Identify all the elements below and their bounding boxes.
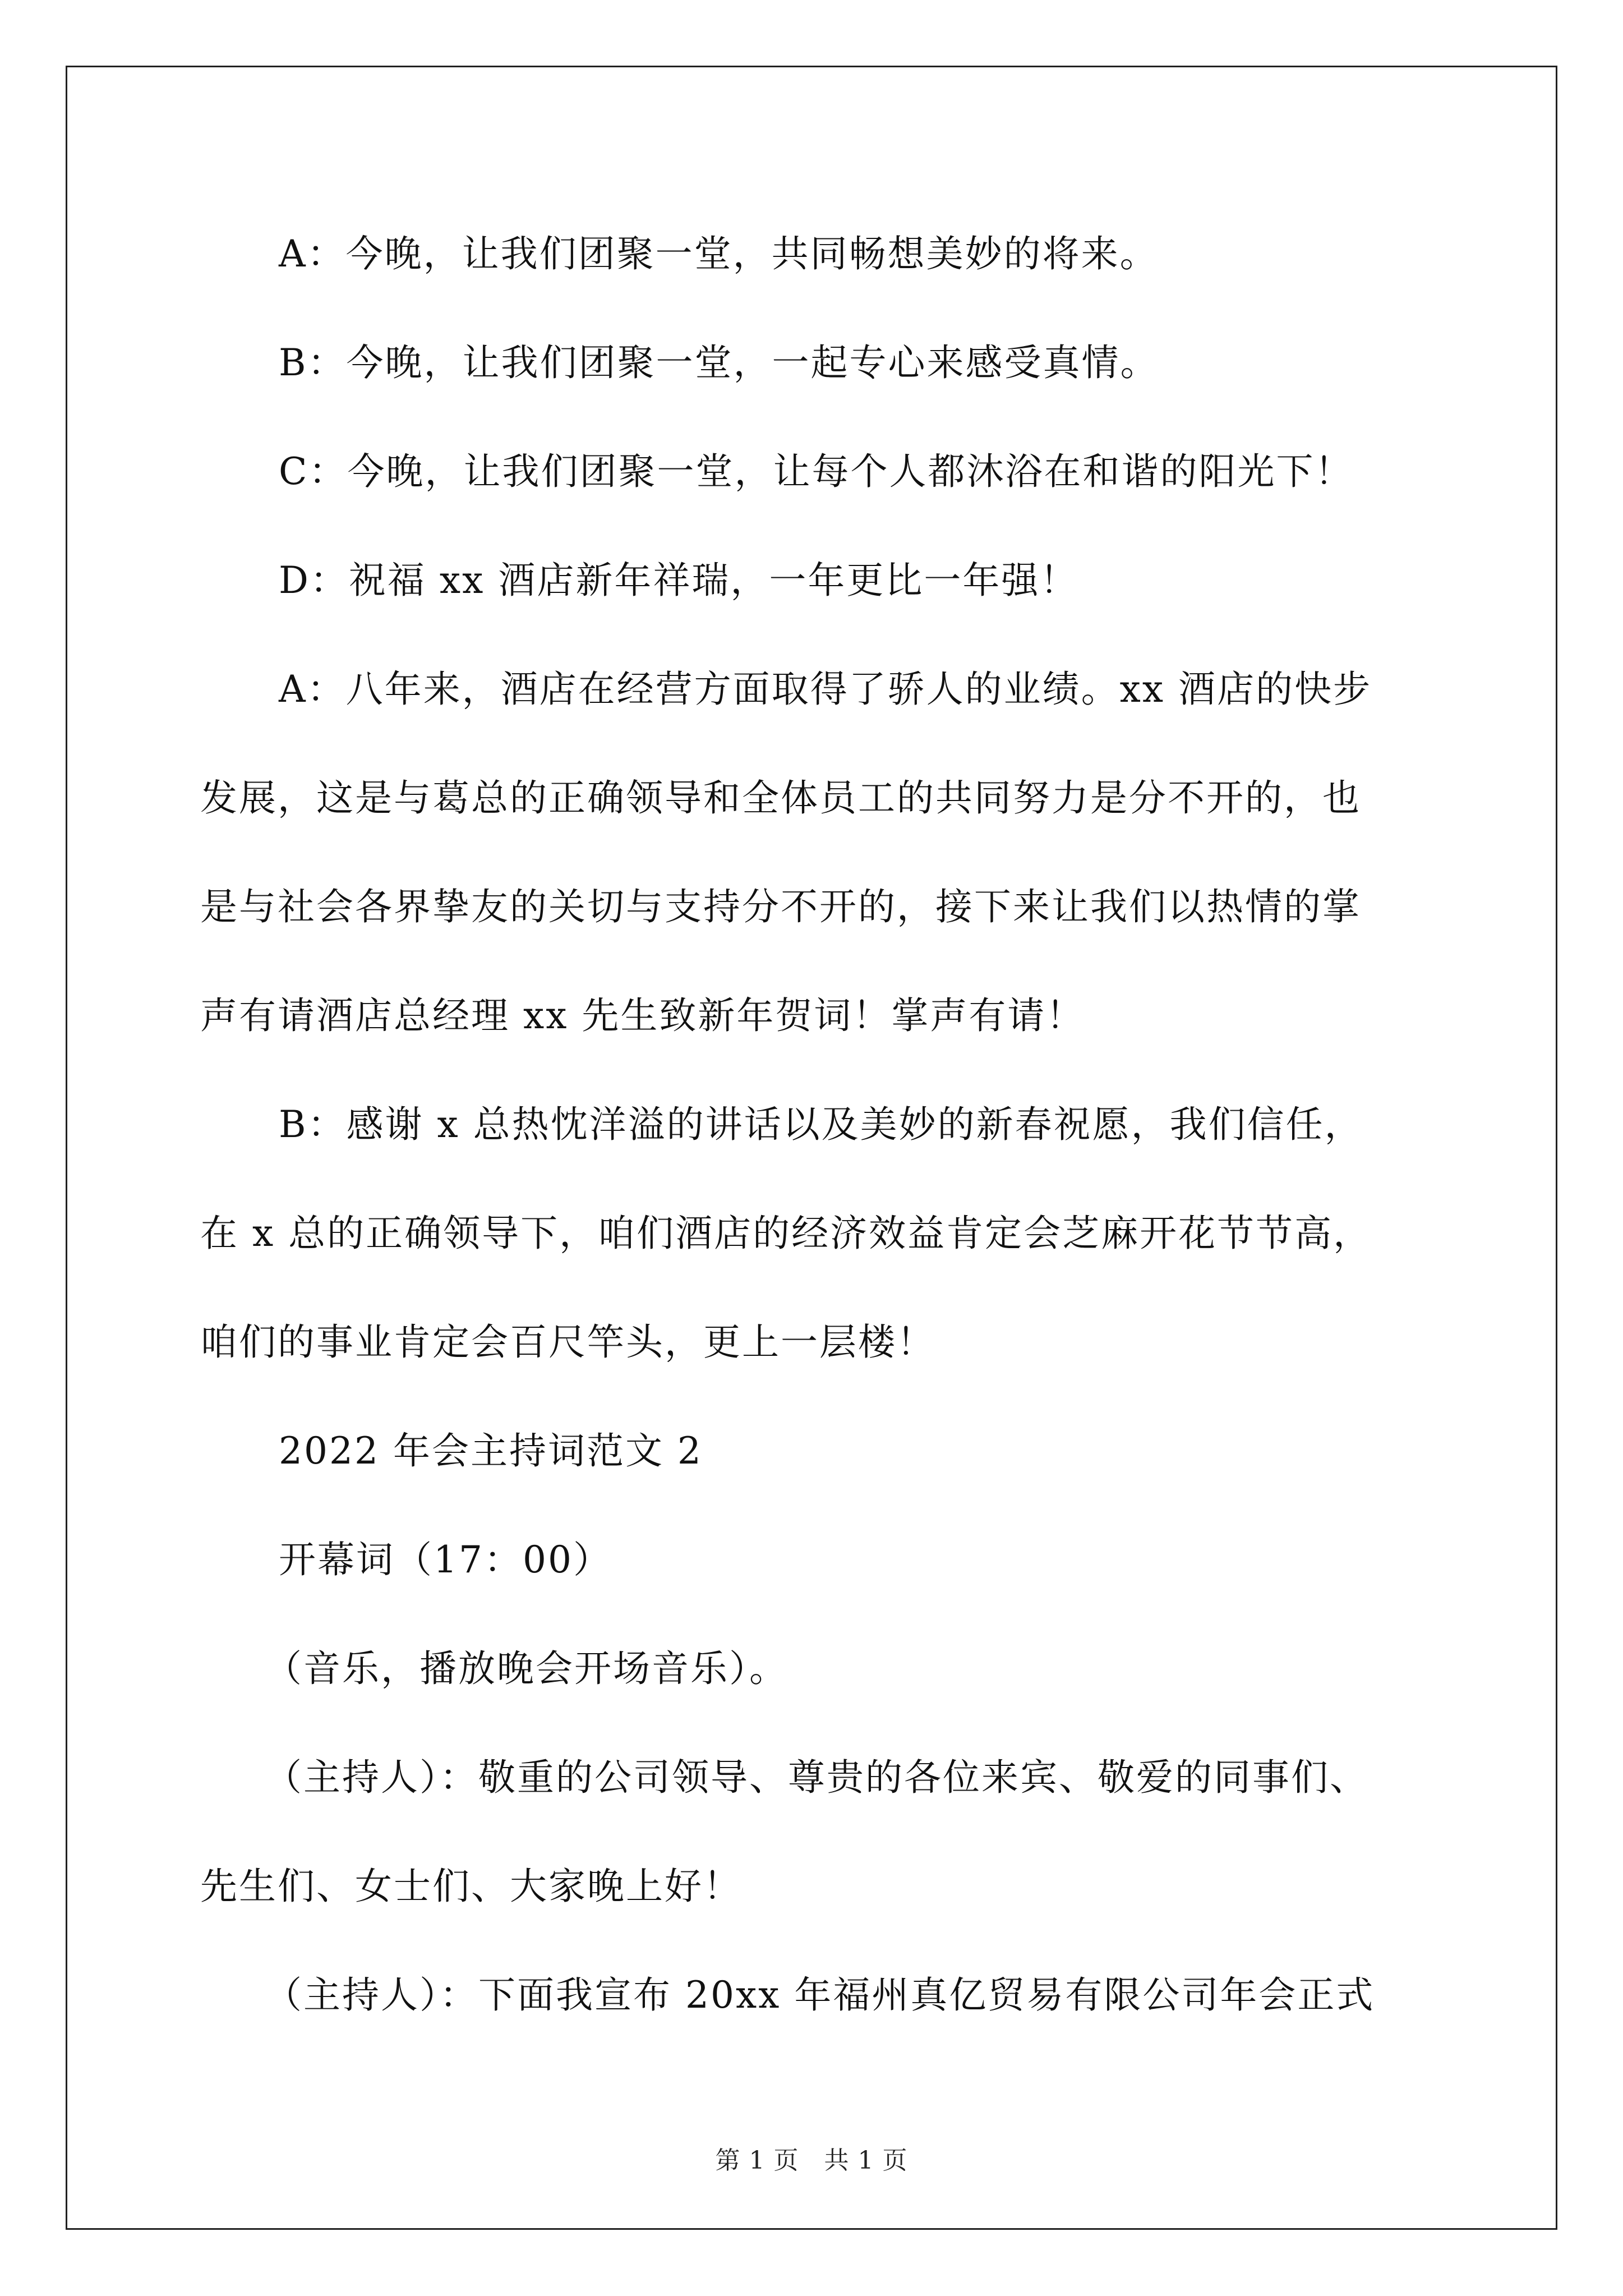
paragraph-line: 声有请酒店总经理 xx 先生致新年贺词！掌声有请！ <box>200 994 1085 1037</box>
paragraph-line: D：祝福 xx 酒店新年祥瑞，一年更比一年强！ <box>279 559 1079 602</box>
paragraph-line: （主持人）：下面我宣布 20xx 年福州真亿贸易有限公司年会正式 <box>265 1973 1375 2017</box>
paragraph-line: B：感谢 x 总热忱洋溢的讲话以及美妙的新春祝愿，我们信任， <box>279 1103 1363 1146</box>
paragraph-line: 是与社会各界挚友的关切与支持分不开的，接下来让我们以热情的掌 <box>200 885 1361 928</box>
paragraph-line: B：今晚，让我们团聚一堂，一起专心来感受真情。 <box>279 341 1159 384</box>
paragraph-line: 先生们、女士们、大家晚上好！ <box>200 1865 742 1908</box>
paragraph-line: A：今晚，让我们团聚一堂，共同畅想美妙的将来。 <box>279 232 1159 275</box>
page-number-footer: 第 1 页 共 1 页 <box>715 2146 908 2175</box>
paragraph-line: 在 x 总的正确领导下，咱们酒店的经济效益肯定会芝麻开花节节高， <box>200 1212 1372 1255</box>
paragraph-line: C：今晚，让我们团聚一堂，让每个人都沐浴在和谐的阳光下！ <box>279 450 1354 493</box>
paragraph-line: （主持人）：敬重的公司领导、尊贵的各位来宾、敬爱的同事们、 <box>265 1756 1368 1799</box>
paragraph-line: 咱们的事业肯定会百尺竿头，更上一层楼！ <box>200 1320 935 1364</box>
section-heading: 2022 年会主持词范文 2 <box>279 1429 703 1473</box>
paragraph-line: 开幕词（17：00） <box>279 1538 612 1581</box>
paragraph-line: （音乐，播放晚会开场音乐）。 <box>265 1647 788 1690</box>
paragraph-line: A：八年来，酒店在经营方面取得了骄人的业绩。xx 酒店的快步 <box>279 668 1372 711</box>
paragraph-line: 发展，这是与葛总的正确领导和全体员工的共同努力是分不开的，也 <box>200 776 1361 820</box>
